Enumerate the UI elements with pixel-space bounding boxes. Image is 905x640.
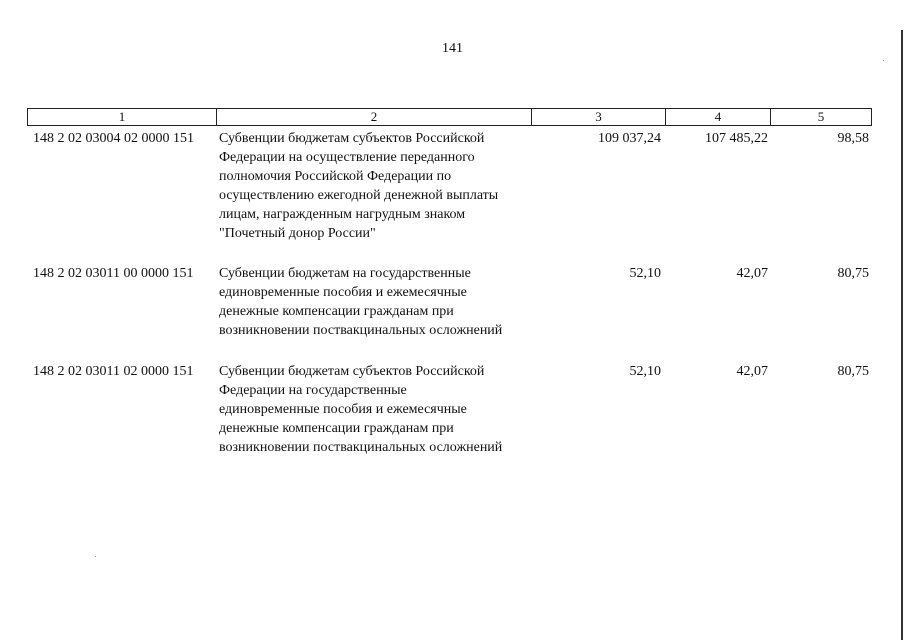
scan-speck	[95, 556, 96, 557]
value-col3: 109 037,24	[598, 131, 661, 146]
header-cell-2: 2	[217, 109, 532, 125]
description-line: Субвенции бюджетам субъектов Российской	[219, 131, 485, 146]
description-line: "Почетный донор России"	[219, 226, 376, 241]
value-col5: 98,58	[837, 131, 869, 146]
header-cell-1: 1	[28, 109, 217, 125]
value-col4: 107 485,22	[705, 131, 768, 146]
value-col4: 42,07	[736, 266, 768, 281]
row-description	[219, 129, 537, 243]
budget-code: 148 2 02 03004 02 0000 151	[33, 131, 194, 146]
description-line: Субвенции бюджетам на государственные	[219, 266, 471, 281]
budget-code: 148 2 02 03011 02 0000 151	[33, 364, 194, 379]
row-description	[219, 362, 537, 457]
description-line: денежные компенсации гражданам при	[219, 304, 454, 319]
description-line: полномочия Российской Федерации по	[219, 169, 452, 184]
description-line: Федерации на осуществление переданного	[219, 150, 475, 165]
row-description	[219, 264, 537, 340]
description-line: Федерации на государственные	[219, 383, 407, 398]
scan-speck	[883, 60, 884, 61]
value-col3: 52,10	[629, 364, 661, 379]
description-line: лицам, награжденным нагрудным знаком	[219, 207, 466, 222]
header-cell-5: 5	[817, 109, 825, 124]
value-col5: 80,75	[837, 364, 869, 379]
value-col3: 52,10	[629, 266, 661, 281]
description-line: Субвенции бюджетам субъектов Российской	[219, 364, 485, 379]
description-line: единовременные пособия и ежемесячные	[219, 402, 467, 417]
description-line: осуществлению ежегодной денежной выплаты	[219, 188, 499, 203]
description-line: возникновении поствакцинальных осложнений	[219, 323, 503, 338]
page-number: 141	[442, 41, 463, 56]
description-line: возникновении поствакцинальных осложнений	[219, 440, 503, 455]
header-cell-3: 3	[532, 109, 666, 125]
scan-edge-line	[901, 30, 903, 640]
value-col5: 80,75	[837, 266, 869, 281]
budget-code: 148 2 02 03011 00 0000 151	[33, 266, 194, 281]
value-col4: 42,07	[736, 364, 768, 379]
description-line: денежные компенсации гражданам при	[219, 421, 454, 436]
description-line: единовременные пособия и ежемесячные	[219, 285, 467, 300]
header-cell-4: 4	[666, 109, 771, 125]
table-header-row	[27, 108, 872, 126]
